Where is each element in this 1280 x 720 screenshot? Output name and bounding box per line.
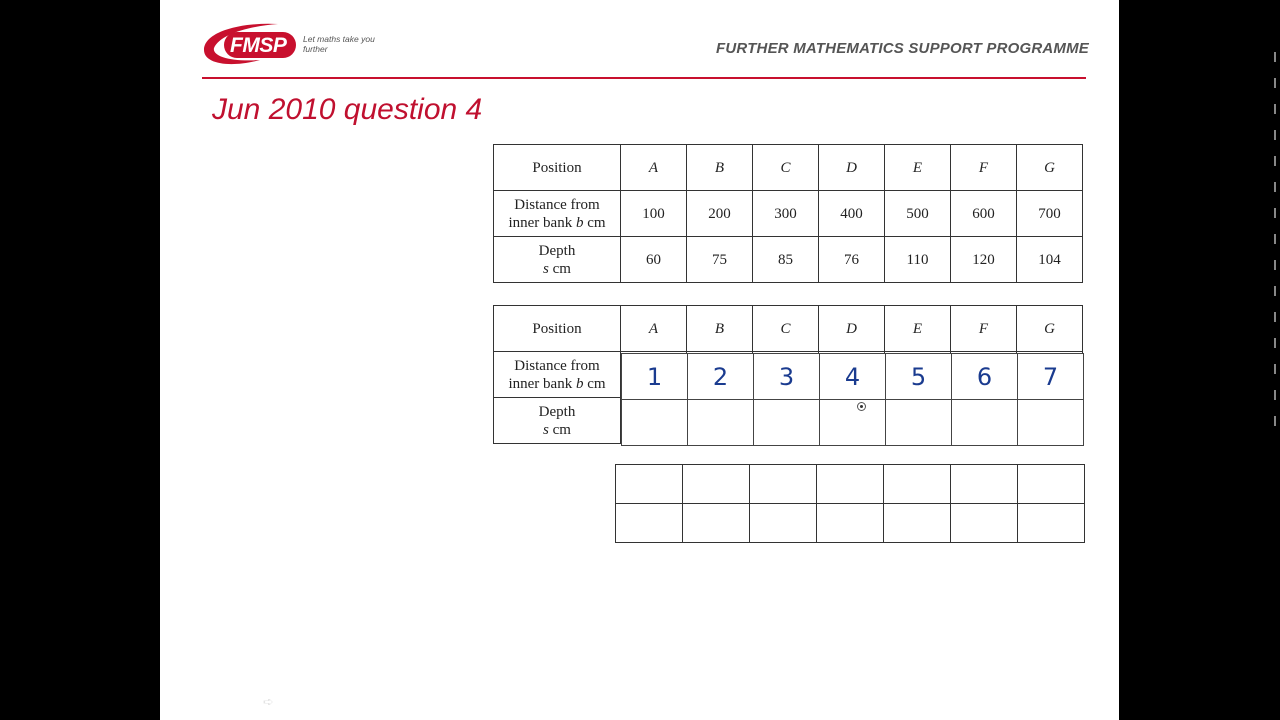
empty-cell[interactable] bbox=[952, 400, 1018, 446]
distance-cell: 100 bbox=[621, 191, 687, 237]
column-header: D bbox=[819, 145, 885, 191]
empty-cell[interactable] bbox=[817, 465, 884, 504]
column-header: D bbox=[819, 306, 885, 352]
distance-label-line2: inner bank bbox=[508, 375, 576, 392]
empty-cell[interactable] bbox=[951, 465, 1018, 504]
distance-variable: b bbox=[575, 214, 584, 231]
data-table bbox=[493, 144, 1083, 283]
handwritten-value: 7 bbox=[1018, 354, 1084, 400]
empty-cell[interactable] bbox=[886, 400, 952, 446]
handwritten-value: 6 bbox=[952, 354, 1018, 400]
scroll-tick bbox=[1274, 260, 1276, 270]
empty-cell[interactable] bbox=[683, 504, 750, 543]
handwritten-grid bbox=[621, 353, 1084, 446]
depth-variable: s bbox=[543, 421, 549, 438]
depth-cell: 104 bbox=[1017, 237, 1083, 283]
empty-cell[interactable] bbox=[951, 504, 1018, 543]
empty-grid bbox=[615, 464, 1085, 543]
column-header: E bbox=[885, 306, 951, 352]
depth-cell: 85 bbox=[753, 237, 819, 283]
distance-unit: cm bbox=[583, 375, 606, 392]
scroll-tick bbox=[1274, 312, 1276, 322]
depth-cell: 60 bbox=[621, 237, 687, 283]
depth-label bbox=[494, 398, 621, 444]
distance-cell: 400 bbox=[819, 191, 885, 237]
empty-cell[interactable] bbox=[616, 465, 683, 504]
empty-cell[interactable] bbox=[683, 465, 750, 504]
empty-cell[interactable] bbox=[688, 400, 754, 446]
distance-variable: b bbox=[575, 375, 584, 392]
empty-cell[interactable] bbox=[884, 465, 951, 504]
distance-label-line1: Distance from bbox=[514, 357, 600, 374]
depth-variable: s bbox=[543, 260, 549, 277]
fmsp-logo bbox=[200, 20, 380, 68]
empty-cell[interactable] bbox=[622, 400, 688, 446]
scroll-tick bbox=[1274, 78, 1276, 88]
depth-label-line1: Depth bbox=[538, 403, 576, 420]
scroll-tick bbox=[1274, 416, 1276, 426]
distance-cell: 200 bbox=[687, 191, 753, 237]
empty-cell[interactable] bbox=[1018, 465, 1085, 504]
distance-label bbox=[494, 191, 621, 237]
scroll-tick bbox=[1274, 286, 1276, 296]
scroll-tick bbox=[1274, 234, 1276, 244]
logo-tagline: Let maths take you further bbox=[303, 34, 375, 54]
scroll-tick bbox=[1274, 182, 1276, 192]
header-divider bbox=[202, 77, 1086, 79]
empty-cell[interactable] bbox=[817, 504, 884, 543]
distance-cell: 500 bbox=[885, 191, 951, 237]
column-header: B bbox=[687, 306, 753, 352]
empty-cell[interactable] bbox=[1018, 504, 1085, 543]
depth-cell: 120 bbox=[951, 237, 1017, 283]
empty-cell[interactable] bbox=[750, 465, 817, 504]
depth-unit: cm bbox=[548, 260, 571, 277]
depth-cell: 75 bbox=[687, 237, 753, 283]
scroll-tick bbox=[1274, 208, 1276, 218]
column-header: E bbox=[885, 145, 951, 191]
position-label: Position bbox=[494, 306, 621, 352]
scroll-tick bbox=[1274, 338, 1276, 348]
scroll-tick bbox=[1274, 104, 1276, 114]
handwritten-value: 5 bbox=[886, 354, 952, 400]
column-header: F bbox=[951, 145, 1017, 191]
handwritten-value: 4 bbox=[820, 354, 886, 400]
distance-unit: cm bbox=[583, 214, 606, 231]
column-header: G bbox=[1017, 306, 1083, 352]
distance-label-line2: inner bank bbox=[508, 214, 576, 231]
depth-label bbox=[494, 237, 621, 283]
arrow-icon: ➪ bbox=[263, 695, 274, 710]
depth-cell: 110 bbox=[885, 237, 951, 283]
empty-cell[interactable] bbox=[1018, 400, 1084, 446]
scroll-tick bbox=[1274, 364, 1276, 374]
distance-row bbox=[494, 191, 1083, 237]
depth-unit: cm bbox=[548, 421, 571, 438]
distance-label-line1: Distance from bbox=[514, 196, 600, 213]
depth-row bbox=[494, 237, 1083, 283]
empty-cell[interactable] bbox=[616, 504, 683, 543]
column-header: G bbox=[1017, 145, 1083, 191]
logo-text: FMSP bbox=[230, 34, 287, 57]
position-row bbox=[494, 145, 1083, 191]
column-header: C bbox=[753, 145, 819, 191]
distance-cell: 600 bbox=[951, 191, 1017, 237]
depth-label-line1: Depth bbox=[538, 242, 576, 259]
scroll-tick bbox=[1274, 130, 1276, 140]
position-label: Position bbox=[494, 145, 621, 191]
column-header: A bbox=[621, 145, 687, 191]
empty-cell[interactable] bbox=[754, 400, 820, 446]
handwritten-empty-row bbox=[622, 400, 1084, 446]
handwritten-value: 1 bbox=[622, 354, 688, 400]
programme-title: FURTHER MATHEMATICS SUPPORT PROGRAMME bbox=[716, 40, 1089, 57]
position-row bbox=[494, 306, 1083, 352]
column-header: F bbox=[951, 306, 1017, 352]
column-header: B bbox=[687, 145, 753, 191]
slide-title: Jun 2010 question 4 bbox=[212, 93, 483, 126]
depth-cell: 76 bbox=[819, 237, 885, 283]
handwritten-row bbox=[622, 354, 1084, 400]
distance-cell: 300 bbox=[753, 191, 819, 237]
empty-row bbox=[616, 504, 1085, 543]
slide bbox=[160, 0, 1119, 720]
scroll-tick bbox=[1274, 52, 1276, 62]
handwritten-value: 2 bbox=[688, 354, 754, 400]
handwritten-value: 3 bbox=[754, 354, 820, 400]
empty-cell[interactable] bbox=[884, 504, 951, 543]
empty-row bbox=[616, 465, 1085, 504]
distance-cell: 700 bbox=[1017, 191, 1083, 237]
scroll-tick bbox=[1274, 156, 1276, 166]
column-header: C bbox=[753, 306, 819, 352]
scroll-tick bbox=[1274, 390, 1276, 400]
empty-cell[interactable] bbox=[750, 504, 817, 543]
pen-cursor-icon bbox=[857, 402, 866, 411]
distance-label bbox=[494, 352, 621, 398]
empty-cell[interactable] bbox=[820, 400, 886, 446]
column-header: A bbox=[621, 306, 687, 352]
scrollbar[interactable] bbox=[1270, 0, 1280, 720]
